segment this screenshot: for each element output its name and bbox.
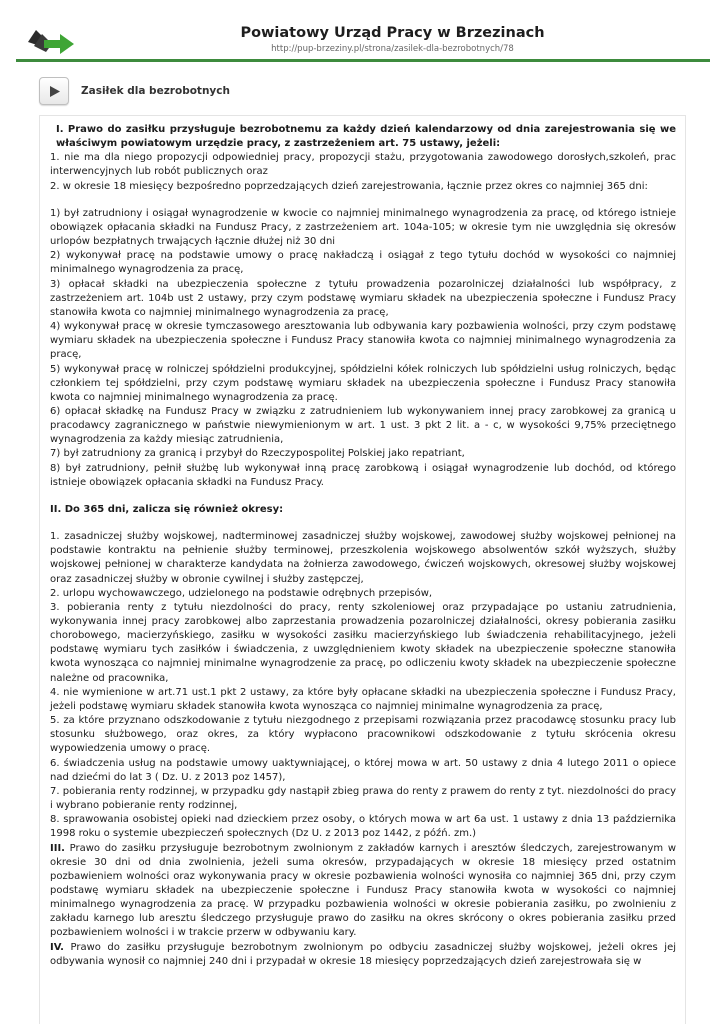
logo-icon[interactable]	[26, 22, 76, 56]
section-1-subpoint: 5) wykonywał pracę w rolniczej spółdzielni produkcyjnej, spółdzielni kółek rolniczych lub spółdzielni usług rolniczych, będąc członkiem tej spółdzielni, przy czym podstawę wymiaru składek na ubezpieczenia społeczne i Fundusz Pracy stanowiła kwota co najmniej minimalnego wynagrodzenia za pracę.	[50, 363, 676, 403]
site-header	[0, 0, 725, 64]
page-arrow-button[interactable]	[39, 77, 69, 105]
section-4-label: IV.	[50, 941, 64, 953]
article-body	[39, 115, 686, 1024]
page-heading-bar	[39, 77, 681, 107]
section-1-subpoint: 4) wykonywał pracę w okresie tymczasowego aresztowania lub odbywania kary pozbawienia wolności, przy czym podstawę wymiaru składek na ubezpieczenia społeczne i Fundusz Pracy stanowiła kwota co najmniej minimalnego wynagrodzenia za pracę,	[50, 321, 676, 361]
article-content	[50, 123, 676, 969]
section-1-subpoint: 7) był zatrudniony za granicą i przybył do Rzeczypospolitej Polskiej jako repatriant,	[50, 448, 465, 460]
header-divider	[16, 59, 710, 62]
section-2-point: 1. zasadniczej służby wojskowej, nadterminowej zasadniczej służby wojskowej, zawodowej służby wojskowej pełnionej na podstawie kontraktu na pełnienie służby terminowej, przeszkolenia wojskowego absolwentów szkół wyższych, służby wojskowej pełnionej w charakterze kandydata na żołnierza zawodowego, ćwiczeń wojskowych, okresowej służby wojskowej oraz zasadniczej służby w obronie cywilnej i służby zastępczej,	[50, 531, 676, 585]
site-url[interactable]: http://pup-brzeziny.pl/strona/zasilek-dla-bezrobotnych/78	[271, 44, 514, 54]
section-2-point: 4. nie wymienione w art.71 ust.1 pkt 2 ustawy, za które były opłacane składki na ubezpieczenia społeczne i Fundusz Pracy, jeżeli podstawę wymiaru składek stanowiła kwota wynosząca co najmniej minimalne wynagrodzenia za pracę,	[50, 686, 676, 712]
section-1-subpoint: 3) opłacał składki na ubezpieczenia społeczne z tytułu prowadzenia pozarolniczej działalności lub współpracy, z zastrzeżeniem art. 104b ust 2 ustawy, przy czym podstawę wymiaru składek na ubezpieczenia społeczne i Fundusz Pracy stanowiła kwota co najmniej minimalnego wynagrodzenia za pracę,	[50, 278, 676, 318]
section-1-subpoint: 2) wykonywał pracę na podstawie umowy o pracę nakładczą i osiągał z tego tytułu dochód w wysokości co najmniej minimalnego wynagrodzenia za pracę,	[50, 250, 676, 276]
section-4-text: Prawo do zasiłku przysługuje bezrobotnym zwolnionym po odbyciu zasadniczej służby wojskowej, jeżeli okres jej odbywania wynosił co najmniej 240 dni i przypadał w okresie 18 miesięcy poprzedzających dzień zarejestrowała się w	[50, 941, 676, 967]
section-2-point: 8. sprawowania osobistej opieki nad dzieckiem przez osoby, o których mowa w art 6a ust. 1 ustawy z dnia 13 października 1998 roku o systemie ubezpieczeń społecznych (Dz U. z 2013 poz 1442, z późń. zm.)	[50, 814, 676, 840]
section-2-point: 2. urlopu wychowawczego, udzielonego na podstawie odrębnych przepisów,	[50, 587, 433, 599]
section-1-subpoint: 6) opłacał składkę na Fundusz Pracy w związku z zatrudnieniem lub wykonywaniem innej pracy zarobkowej za granicą u pracodawcy zagranicznego w państwie niewymienionym w art. 1 ust. 3 pkt 2 lit. a - c, w wysokości 9,75% przeciętnego wynagrodzenia za każdy miesiąc zatrudnienia,	[50, 405, 676, 446]
section-4-paragraph	[50, 941, 676, 969]
page-title: Zasiłek dla bezrobotnych	[81, 85, 230, 97]
section-2-point: 7. pobierania renty rodzinnej, w przypadku gdy nastąpił zbieg prawa do renty z prawem do renty z tyt. niezdolności do pracy i wybrano pobieranie renty rodzinnej,	[50, 785, 676, 812]
section-2-point: 6. świadczenia usług na podstawie umowy uaktywniającej, o której mowa w art. 50 ustawy z dnia 4 lutego 2011 o opiece nad dziećmi do lat 3 ( Dz. U. z 2013 poz 1457),	[50, 757, 676, 783]
section-2-point: 3. pobierania renty z tytułu niezdolności do pracy, renty szkoleniowej oraz przypadające po ustaniu zatrudnienia, wykonywania innej pracy zarobkowej albo zaprzestania prowadzenia pozarolniczej działalności, okresy pobierania zasiłku chorobowego, macierzyńskiego, zasiłku w wysokości zasiłku macierzyńskiego lub świadczenia rehabilitacyjnego, jeżeli podstawę wymiaru tych zasiłków i świadczenia, z uwzględnieniem kwoty składek na ubezpieczenie społeczne stanowiła kwota wynosząca co najmniej minimalne wynagrodzenie za pracę, po odliczeniu kwoty składek na ubezpieczenie społeczne należne od pracownika,	[50, 601, 676, 684]
play-arrow-icon	[49, 85, 61, 98]
section-2-heading: II. Do 365 dni, zalicza się również okresy:	[50, 503, 284, 515]
section-3-label: III.	[50, 842, 65, 854]
section-3-paragraph	[50, 842, 676, 941]
section-1-heading: I. Prawo do zasiłku przysługuje bezrobotnemu za każdy dzień kalendarzowy od dnia zarejestrowania się we właściwym powiatowym urzędzie pracy, z zastrzeżeniem art. 75 ustawy, jeżeli:	[56, 124, 676, 150]
section-1-point: 1. nie ma dla niego propozycji odpowiedniej pracy, propozycji stażu, przygotowania zawodowego dorosłych,szkoleń, prac interwencyjnych lub robót publicznych oraz	[50, 152, 676, 178]
section-1-point: 2. w okresie 18 miesięcy bezpośredno poprzedzających dzień zarejestrowania, łącznie przez okres co najmniej 365 dni:	[50, 180, 648, 192]
section-1-subpoint: 1) był zatrudniony i osiągał wynagrodzenie w kwocie co najmniej minimalnego wynagrodzenia za pracę, od którego istnieje obowiązek opłacania składki na Fundusz Pracy, z zastrzeżeniem art. 104a-105; w okresie tym nie uwzględnia się okresów urlopów bezpłatnych trwających łącznie dłużej niż 30 dni	[50, 207, 676, 248]
section-1-subpoint: 8) był zatrudniony, pełnił służbę lub wykonywał inną pracę zarobkową i osiągał wynagrodzenie lub dochód, od którego istnieje obowiązek opłacania składki na Fundusz Pracy.	[50, 462, 676, 488]
section-3-text: Prawo do zasiłku przysługuje bezrobotnym zwolnionym z zakładów karnych i aresztów śledczych, zarejestrowanym w okresie 30 dni od dnia zwolnienia, jeżeli suma okresów, przypadających w okresie 18 miesięcy przed ostatnim pozbawieniem wolności oraz wykonywania pracy w okresie pozbawienia wolności wynosiła co najmniej 365 dni, przy czym podstawę wymiaru składek na ubezpieczenie społeczne i Fundusz Pracy stanowiła kwota w wysokości co najmniej minimalnego wynagrodzenia za pracę. W przypadku pozbawienia wolności w okresie pobierania zasiłku, po zwolnieniu z zakładu karnego lub aresztu śledczego przysługuje prawo do zasiłku na okres skrócony o okres pobierania zasiłku przed pozbawieniem wolności i w trakcie przerw w odbywaniu kary.	[50, 842, 677, 939]
section-2-point: 5. za które przyznano odszkodowanie z tytułu niezgodnego z przepisami rozwiązania przez pracodawcę stosunku pracy lub stosunku służbowego, oraz okres, za który wypłacono pracownikowi odszkodowanie z tytułu skrócenia okresu wypowiedzenia umowy o pracę.	[50, 715, 676, 755]
site-title: Powiatowy Urząd Pracy w Brzezinach	[240, 25, 545, 41]
